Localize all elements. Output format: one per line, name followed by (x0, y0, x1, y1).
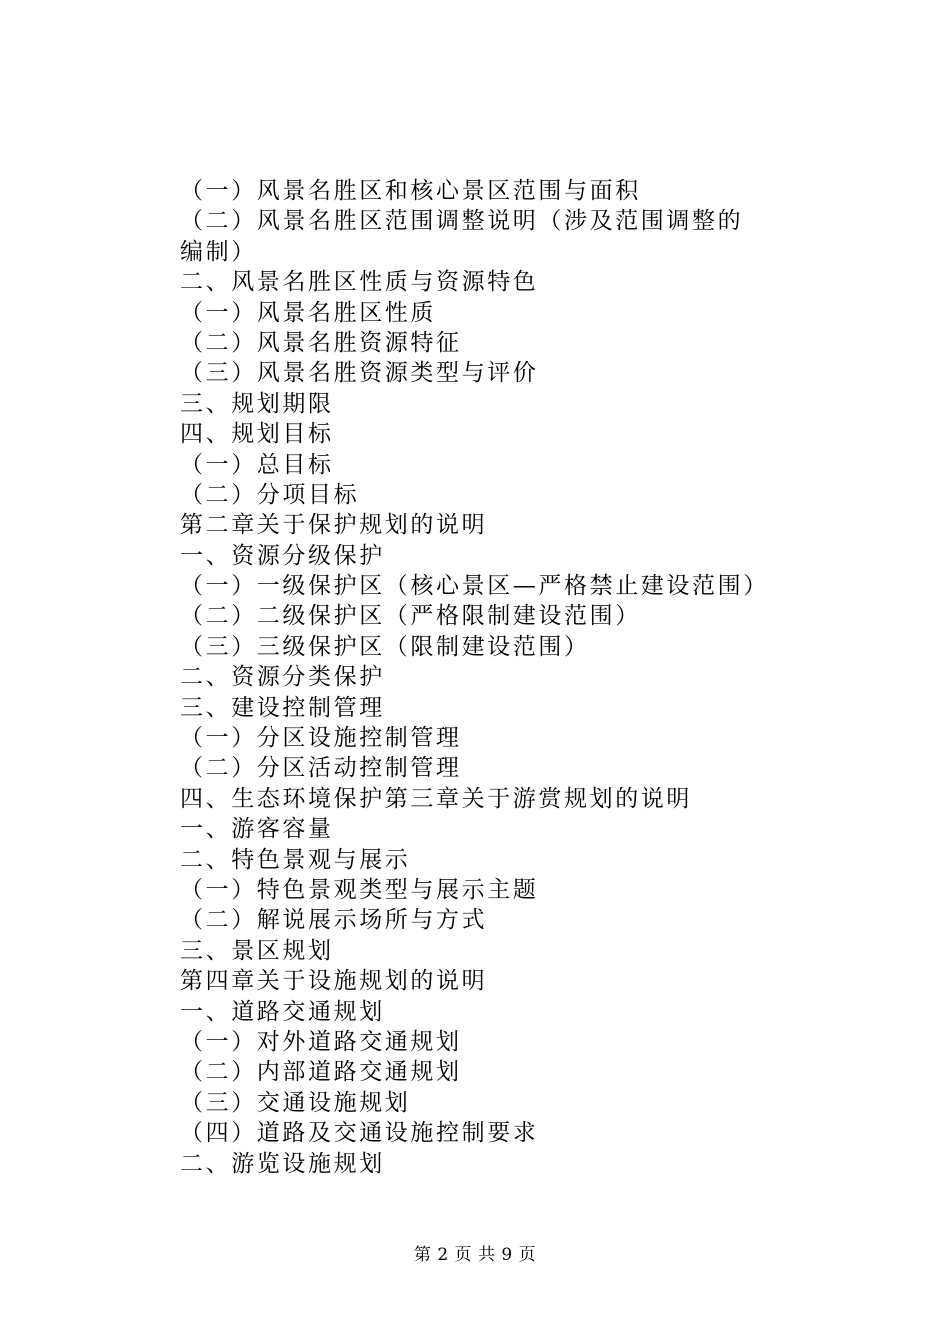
section-heading: 三、景区规划 (180, 937, 334, 964)
text-line: 编制） (180, 238, 257, 265)
section-heading: 三、规划期限 (180, 390, 334, 417)
text-line: （一）分区设施控制管理 (180, 725, 462, 752)
text-line: （一）总目标 (180, 451, 334, 478)
text-line: （二）风景名胜资源特征 (180, 329, 462, 356)
section-heading: 四、规划目标 (180, 421, 334, 448)
section-heading: 二、风景名胜区性质与资源特色 (180, 269, 539, 296)
section-heading: 二、资源分类保护 (180, 664, 385, 691)
section-heading: 一、资源分级保护 (180, 542, 385, 569)
section-heading: 四、生态环境保护第三章关于游赏规划的说明 (180, 785, 692, 812)
text-line: （二）风景名胜区范围调整说明（涉及范围调整的 (180, 208, 744, 235)
section-heading: 三、建设控制管理 (180, 694, 385, 721)
text-line: （一）一级保护区（核心景区—严格禁止建设范围） (180, 573, 769, 600)
section-heading: 一、道路交通规划 (180, 998, 385, 1025)
text-line: （一）风景名胜区和核心景区范围与面积 (180, 178, 641, 204)
text-line: （二）解说展示场所与方式 (180, 907, 488, 934)
chapter-heading: 第四章关于设施规划的说明 (180, 968, 488, 995)
document-body (180, 176, 780, 1179)
text-line: （一）风景名胜区性质 (180, 299, 436, 326)
text-line: （四）道路及交通设施控制要求 (180, 1120, 539, 1147)
text-line: （二）分项目标 (180, 481, 360, 508)
text-line: （三）交通设施规划 (180, 1089, 411, 1116)
section-heading: 二、游览设施规划 (180, 1150, 385, 1177)
text-line: （三）三级保护区（限制建设范围） (180, 633, 590, 660)
section-heading: 一、游客容量 (180, 816, 334, 843)
text-line: （二）二级保护区（严格限制建设范围） (180, 603, 641, 630)
text-line: （二）分区活动控制管理 (180, 755, 462, 782)
text-line: （一）对外道路交通规划 (180, 1028, 462, 1055)
chapter-heading: 第二章关于保护规划的说明 (180, 512, 488, 539)
text-line: （三）风景名胜资源类型与评价 (180, 360, 539, 387)
text-line: （二）内部道路交通规划 (180, 1059, 462, 1086)
section-heading: 二、特色景观与展示 (180, 846, 411, 873)
page-number-footer: 第 2 页 共 9 页 (413, 1245, 537, 1265)
text-line: （一）特色景观类型与展示主题 (180, 876, 539, 903)
